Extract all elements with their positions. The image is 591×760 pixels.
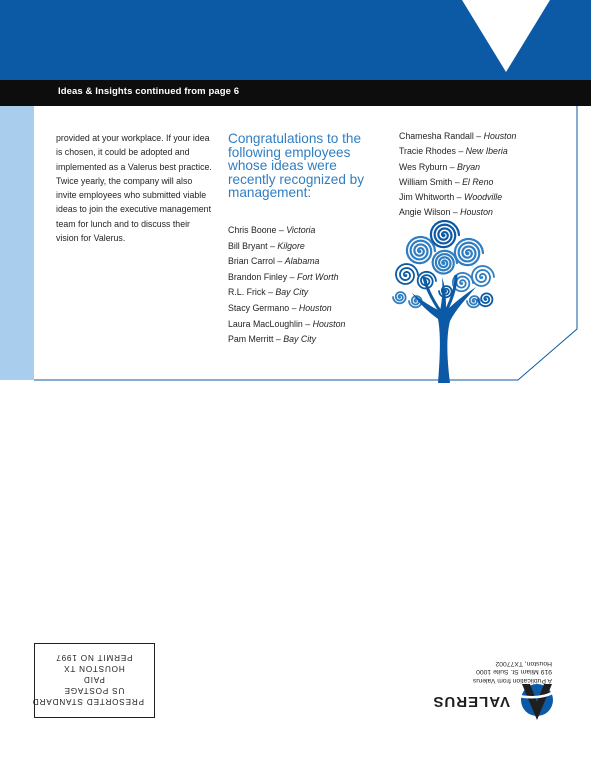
name-separator: –: [302, 318, 313, 329]
employee-name: Brian Carrol: [228, 256, 275, 267]
recognition-headline: Congratulations to the following employees whose ideas were recently recognized by management:: [228, 131, 365, 201]
employee-city: Fort Worth: [296, 271, 339, 282]
employee-city: Houston: [312, 318, 346, 329]
employee-name: Laura MacLoughlin: [228, 318, 303, 329]
name-separator: –: [265, 287, 276, 298]
employee-city: Alabama: [284, 256, 320, 267]
permit-line: PRESORTED STANDARD: [32, 697, 144, 706]
publisher-block: [380, 659, 560, 728]
employee-city: Houston: [298, 302, 332, 313]
employee-city: Houston: [460, 207, 493, 218]
name-separator: –: [473, 131, 484, 141]
name-separator: –: [274, 256, 285, 267]
name-separator: –: [450, 207, 461, 218]
employee-name: Chamesha Randall: [399, 131, 474, 141]
postage-permit-text: [32, 652, 144, 707]
return-address: [382, 658, 552, 684]
employee-city: Bryan: [457, 161, 481, 172]
employee-name: Wes Ryburn: [399, 161, 448, 172]
employee-name: Tracie Rhodes: [399, 146, 456, 157]
employee-city: Bay City: [283, 334, 317, 345]
permit-line: PAID: [83, 675, 105, 684]
name-separator: –: [454, 192, 465, 203]
publisher-logo: VALERUS: [432, 693, 510, 710]
employee-name: Jim Whitworth: [399, 192, 455, 203]
employee-city: Bay City: [275, 287, 309, 298]
employee-city: Woodville: [464, 192, 503, 203]
continued-label: Ideas & Insights continued from page 6: [58, 86, 240, 97]
name-separator: –: [447, 161, 458, 172]
article-body-text: provided at your workplace. If your idea is chosen, it could be adopted and implemented as a Valerus best practice. Twice yearly, the company will also invite employees who submitted viable ideas to join the executive management team for lunch and to discuss their vision for Valerus.: [56, 133, 212, 244]
name-separator: –: [273, 334, 284, 345]
employee-name: Brandon Finley: [228, 271, 288, 282]
name-separator: –: [276, 225, 287, 235]
employee-city: El Reno: [462, 176, 494, 187]
employee-city: Houston: [483, 131, 517, 141]
permit-line: HOUSTON TX: [63, 664, 125, 673]
name-separator: –: [287, 271, 297, 282]
employee-name: R.L. Frick: [228, 287, 266, 298]
name-separator: –: [289, 302, 299, 313]
name-separator: –: [452, 176, 463, 187]
employee-name: Chris Boone: [228, 225, 277, 235]
permit-line: PERMIT NO 1997: [55, 653, 133, 662]
postage-permit-box: [34, 643, 155, 718]
address-line: A Publication from Valerus: [472, 677, 552, 684]
address-line: 919 Milam St. Suite 1000: [476, 668, 552, 676]
employee-name: William Smith: [399, 176, 453, 187]
permit-line: US POSTAGE: [63, 686, 125, 695]
employee-name: Angie Wilson: [399, 207, 451, 218]
name-separator: –: [455, 146, 466, 157]
address-line: Houston, TX77002: [495, 659, 552, 667]
employee-name: Stacy Germano: [228, 302, 290, 313]
employee-name: Bill Bryant: [228, 240, 268, 251]
employee-city: Victoria: [286, 225, 316, 235]
employee-city: New Iberia: [465, 146, 508, 157]
name-separator: –: [267, 240, 278, 251]
employee-city: Kilgore: [277, 240, 305, 251]
employee-name: Pam Merritt: [228, 334, 274, 345]
valerus-a-icon: [516, 682, 558, 722]
